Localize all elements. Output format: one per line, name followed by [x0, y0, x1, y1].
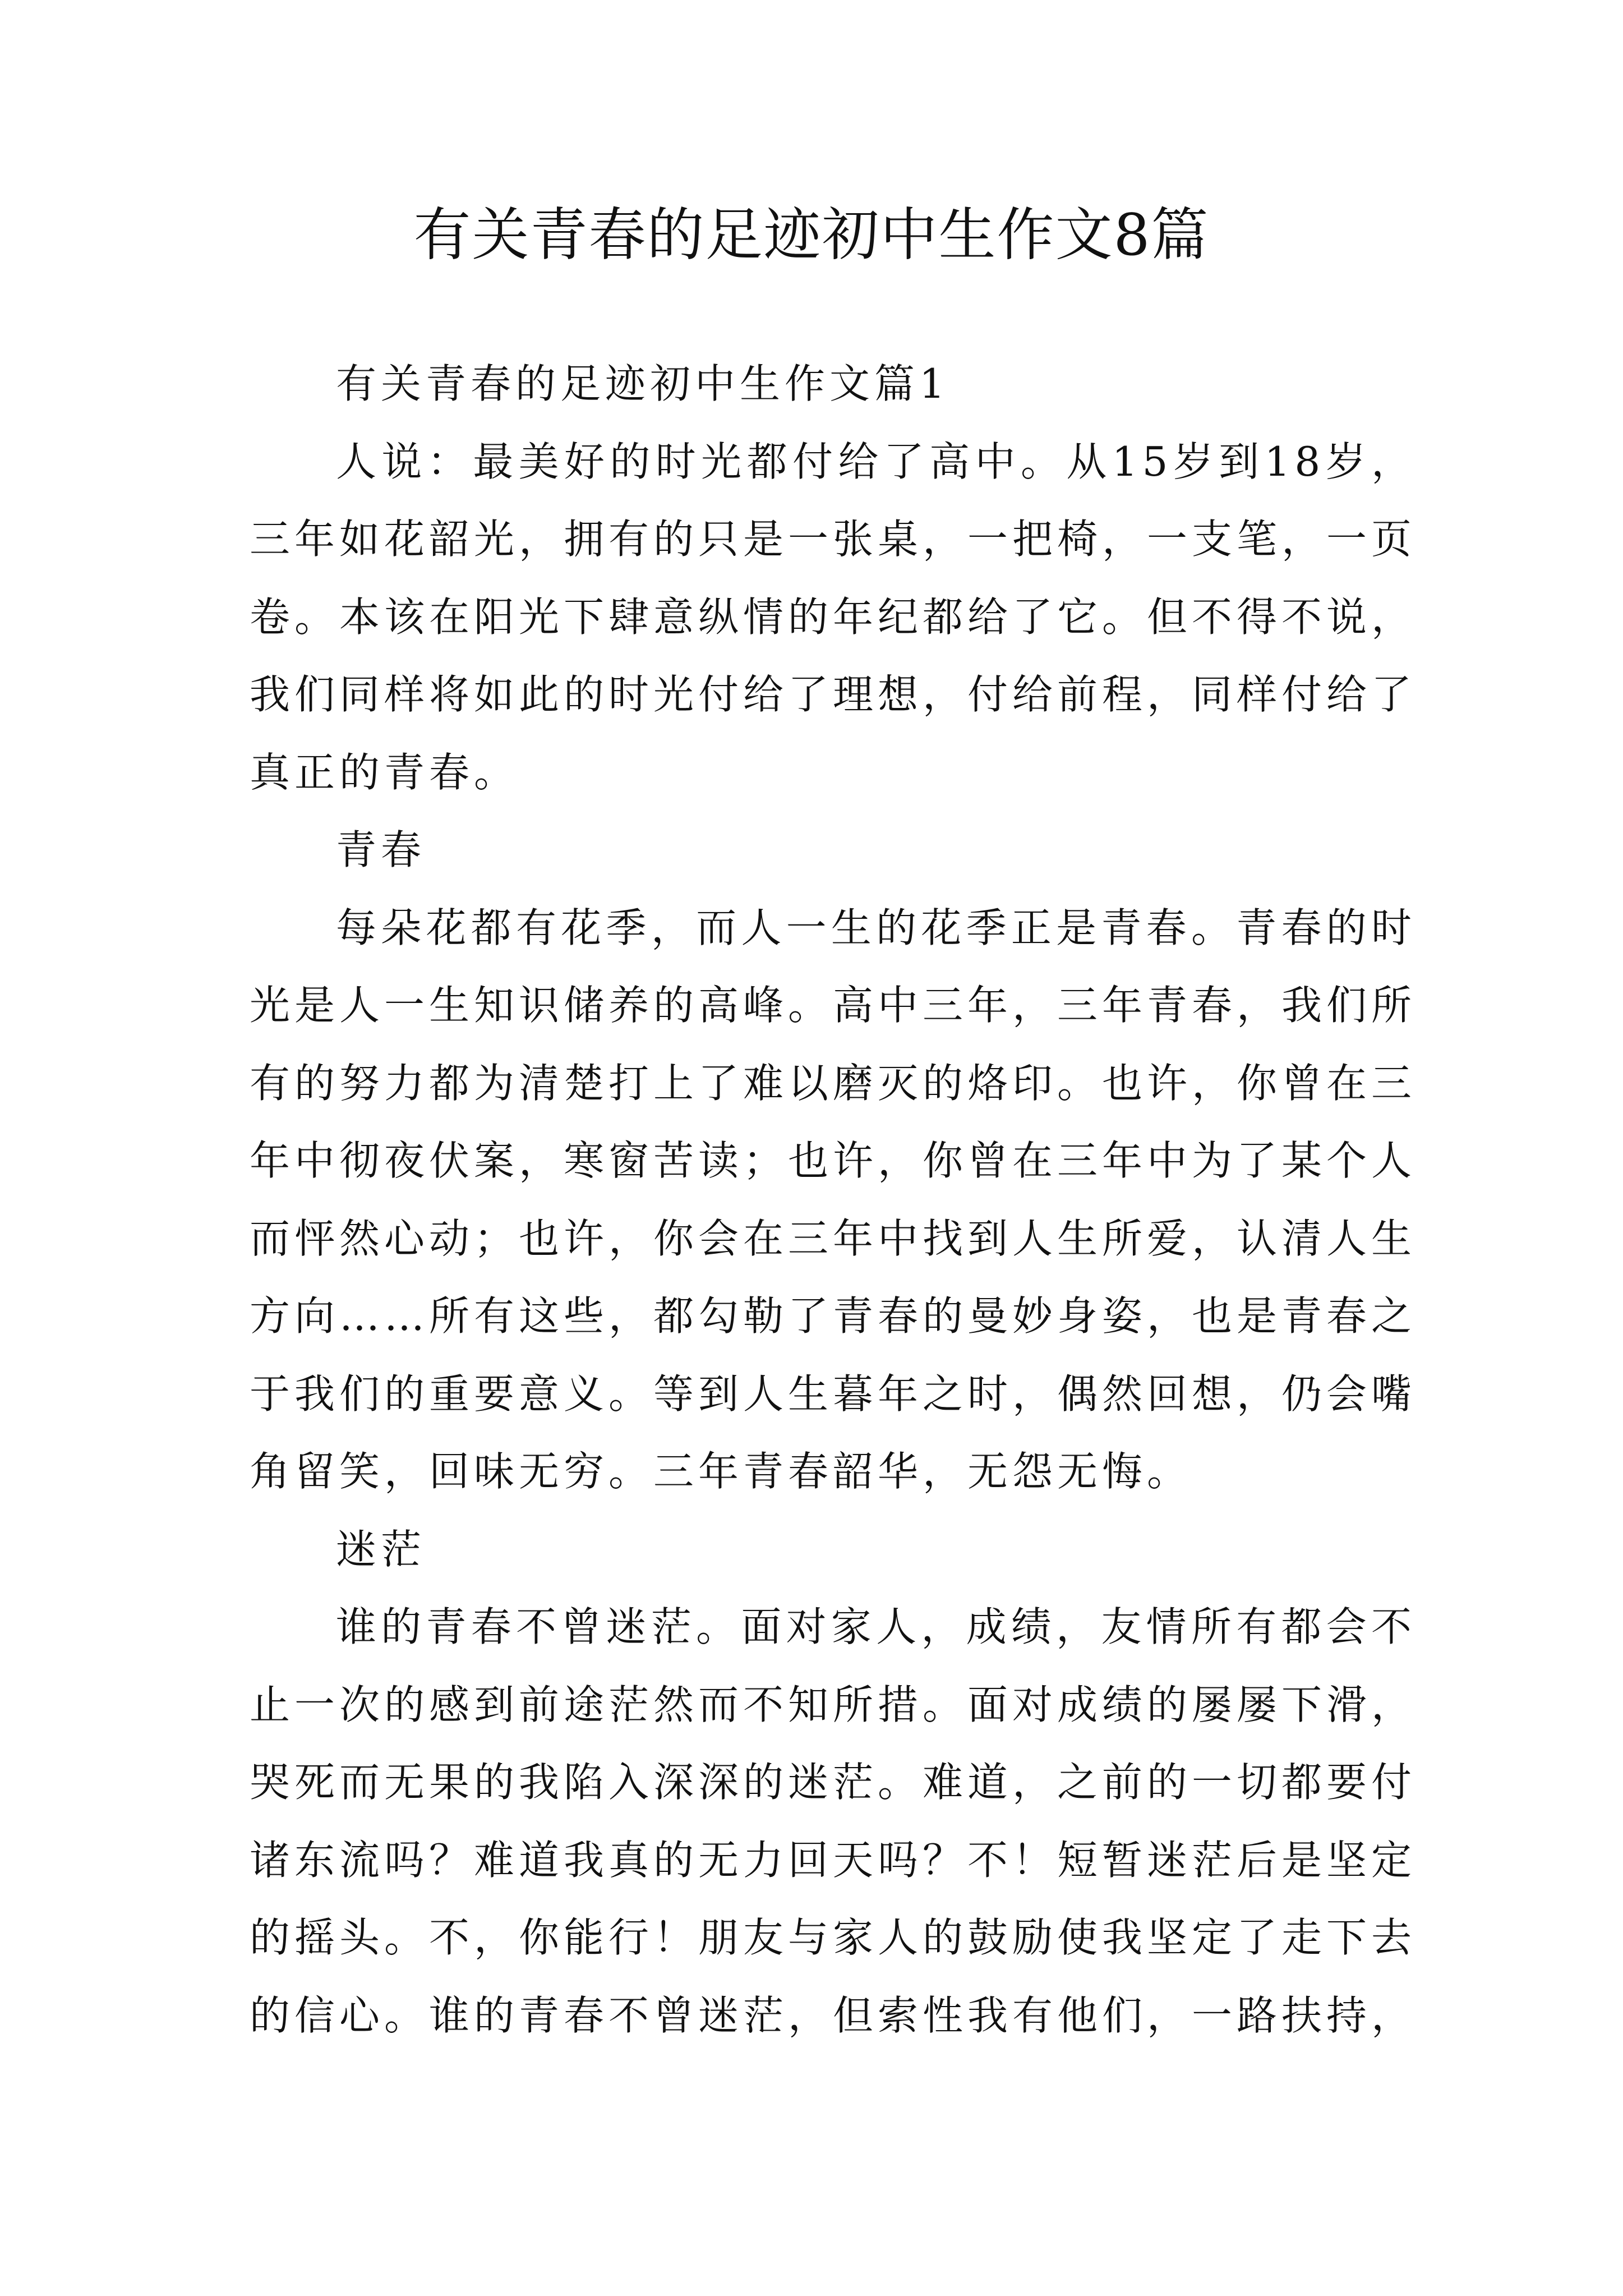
paragraph: 谁的青春不曾迷茫。面对家人，成绩，友情所有都会不止一次的感到前途茫然而不知所措。面对成绩的屡屡下滑，哭死而无果的我陷入深深的迷茫。难道，之前的一切都要付诸东流吗？难道我真的无力回天吗？不！短暂迷茫后是坚定的摇头。不，你能行！朋友与家人的鼓励使我坚定了走下去的信心。谁的青春不曾迷茫，但索性我有他们，一路扶持， — [250, 1603, 1417, 2039]
essay-heading: 有关青春的足迹初中生作文篇1 — [336, 360, 949, 407]
section-heading-mimang: 迷茫 — [336, 1525, 426, 1573]
document-body — [250, 345, 1416, 2054]
document-title: 有关青春的足迹初中生作文8篇 — [413, 202, 1210, 269]
paragraph: 每朵花都有花季，而人一生的花季正是青春。青春的时光是人一生知识储养的高峰。高中三年，三年青春，我们所有的努力都为清楚打上了难以磨灭的烙印。也许，你曾在三年中彻夜伏案，寒窗苦读；也许，你曾在三年中为了某个人而怦然心动；也许，你会在三年中找到人生所爱，认清人生方向……所有这些，都勾勒了青春的曼妙身姿，也是青春之于我们的重要意义。等到人生暮年之时，偶然回想，仍会嘴角留笑，回味无穷。三年青春韶华，无怨无悔。 — [250, 904, 1417, 1495]
paragraph: 人说：最美好的时光都付给了高中。从15岁到18岁，三年如花韶光，拥有的只是一张桌，一把椅，一支笔，一页卷。本该在阳光下肆意纵情的年纪都给了它。但不得不说，我们同样将如此的时光付给了理想，付给前程，同样付给了真正的青春。 — [250, 438, 1417, 796]
section-heading-qingchun: 青春 — [336, 826, 426, 873]
